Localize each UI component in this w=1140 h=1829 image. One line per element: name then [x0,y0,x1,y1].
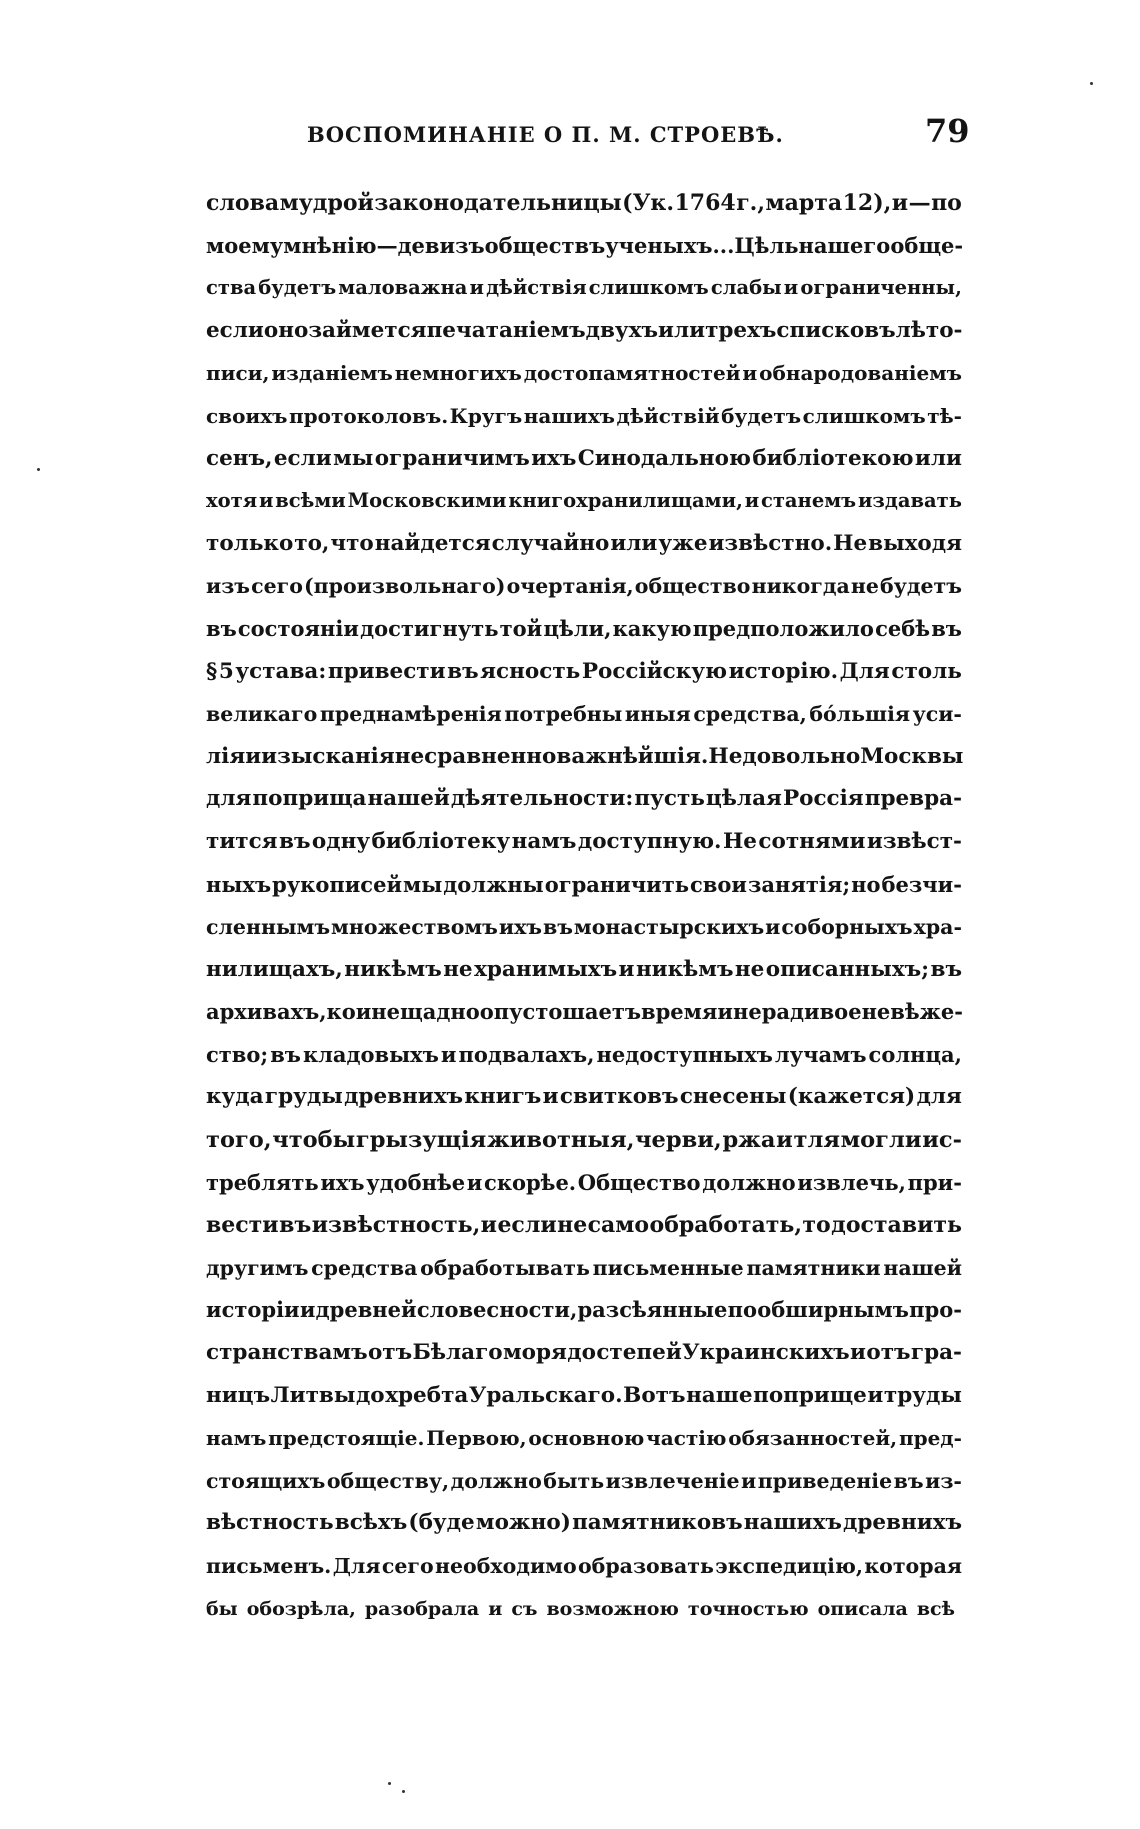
text-line: для поприща нашей дѣятельности: пусть цѣлая Россія превра- [206,786,962,812]
text-line: ныхъ рукописей мы должны ограничить свои занятія; но безчи- [206,871,962,897]
text-line: тится въ одну библіотеку намъ доступную. Не сотнями извѣст- [206,828,962,854]
text-line: сенъ, если мы ограничимъ ихъ Синодальною библіотекою или [206,445,962,471]
text-line: изъ сего (произвольнаго) очертанія, общество никогда не будетъ [206,574,962,599]
page-number: 79 [925,112,970,150]
text-line: вѣстность всѣхъ (буде можно) памятниковъ нашихъ древнихъ [206,1510,962,1536]
print-speck [37,468,40,471]
text-line: архивахъ, кои нещадно опустошаетъ время и нерадивое невѣже- [206,999,963,1025]
text-line: ницъ Литвы до хребта Уральскаго. Вотъ наше поприще и труды [206,1382,962,1408]
text-line: вести въ извѣстность, и если не само обработать, то доставить [206,1212,962,1239]
text-line: въ состояніи достигнуть той цѣли, какую предположило себѣ въ [206,615,962,641]
text-line: сленнымъ множествомъ ихъ въ монастырскихъ и соборныхъ хра- [206,915,962,940]
text-line: великаго преднамѣренія потребны иныя средства, бо́льшія уси- [206,702,962,727]
text-line: хотя и всѣми Московскими книгохранилищами, и станемъ издавать [206,489,962,513]
text-line: если оно займется печатаніемъ двухъ или трехъ списковъ лѣто- [206,317,963,343]
text-line: другимъ средства обработывать письменные памятники нашей [206,1255,962,1280]
text-line: лія и изысканія несравненно важнѣйшія. Не довольно Москвы [206,743,964,769]
text-line: исторіи и древней словесности, разсѣянные по обширнымъ про- [206,1297,962,1323]
print-speck [388,1782,391,1785]
text-line: ства будетъ маловажна и дѣйствія слишкомъ слабы и ограниченны, [206,276,962,300]
text-line: моему мнѣнію — девизъ обществъ ученыхъ... Цѣль нашего обще- [206,232,964,258]
text-line: § 5 устава: привести въ ясность Россійскую исторію. Для столь [206,658,962,684]
text-line: намъ предстоящіе. Первою, основною частію обязанностей, пред- [206,1426,962,1451]
text-line: слова мудрой законодательницы (Ук. 1764 г., марта 12), и — по [206,190,962,216]
text-line: нилищахъ, никѣмъ не хранимыхъ и никѣмъ не описанныхъ; въ [206,956,962,982]
text-line: бы обозрѣла, разобрала и съ возможною точностью описала всѣ [206,1597,955,1620]
print-speck [1090,82,1093,85]
text-line: треблять ихъ удобнѣе и скорѣе. Общество должно извлечь, при- [206,1169,962,1195]
print-speck [402,1790,405,1793]
text-line: странствамъ отъ Бѣлаго моря до степей Украинскихъ и отъ гра- [206,1340,962,1366]
text-line: того, чтобы грызущія животныя, черви, ржа и тля могли ис- [206,1127,962,1154]
text-line: куда груды древнихъ книгъ и свитковъ снесены (кажется) для [206,1084,962,1110]
running-title: ВОСПОМИНАНІЕ О П. М. СТРОЕВѢ. [307,122,784,147]
text-line: стоящихъ обществу, должно быть извлеченіе и приведеніе въ из- [206,1468,962,1493]
body-text [206,182,962,1630]
text-line: ство; въ кладовыхъ и подвалахъ, недоступныхъ лучамъ солнца, [206,1041,962,1067]
text-line: писи, изданіемъ немногихъ достопамятностей и обнародованіемъ [206,361,962,386]
text-line: своихъ протоколовъ. Кругъ нашихъ дѣйствій будетъ слишкомъ тѣ- [206,403,962,428]
text-line: только то, что найдется случайно или уже извѣстно. Не выходя [206,530,962,556]
text-line: письменъ. Для сего необходимо образовать экспедицію, которая [206,1554,962,1578]
